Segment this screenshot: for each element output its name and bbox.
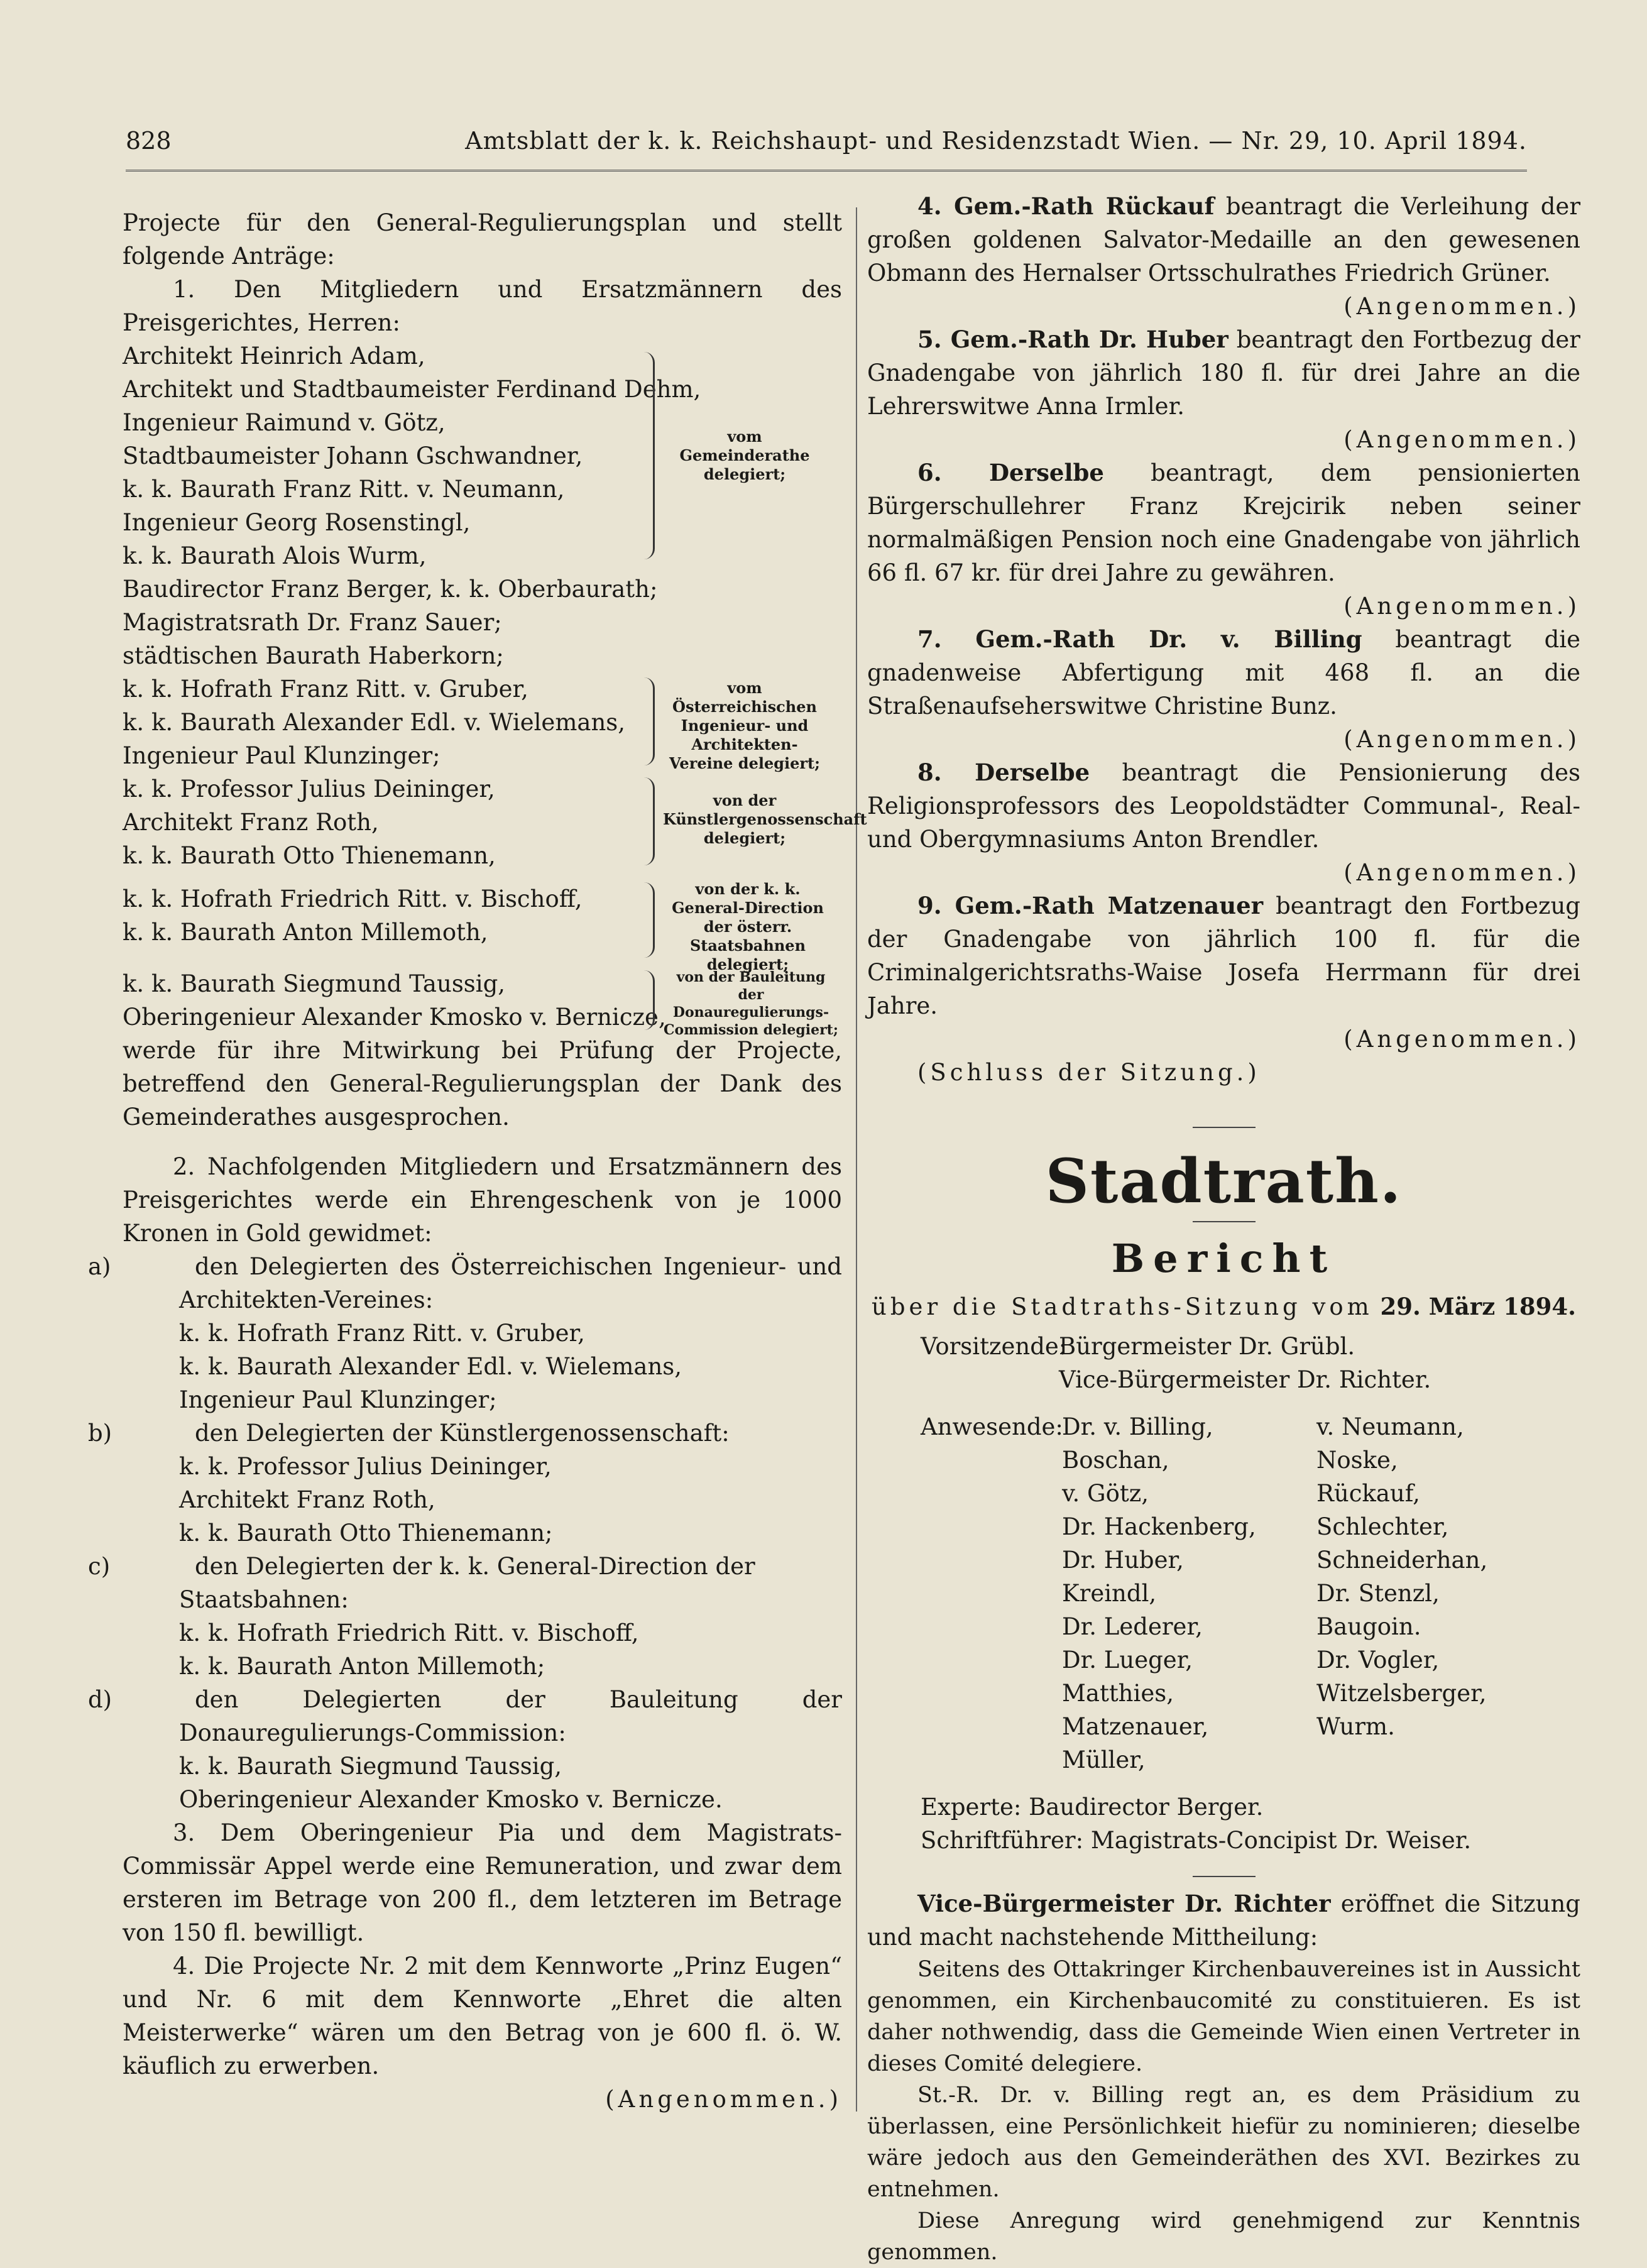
opening-statement	[867, 1887, 1580, 1954]
item-heading: den Delegierten der Künstlergenossenschaft:	[195, 1420, 730, 1447]
page-header	[126, 113, 1527, 163]
secretary-row	[867, 1824, 1580, 1857]
member: Oberingenieur Alexander Kmosko v. Bernicze.	[179, 1786, 723, 1813]
chair-row	[867, 1330, 1580, 1363]
motion-lead: 4. Gem.-Rath Rückauf	[917, 192, 1215, 220]
motion-lead: 8. Derselbe	[917, 759, 1090, 786]
present-row	[867, 1543, 1580, 1577]
group-donauregulierung	[123, 967, 842, 1038]
opening-lead: Vice-Bürgermeister Dr. Richter	[917, 1890, 1331, 1917]
group-staatsbahnen	[123, 880, 842, 973]
motion-lead: 6. Derselbe	[917, 459, 1104, 486]
group-gemeinderath	[123, 339, 842, 572]
motion-r7	[867, 623, 1580, 723]
motion-4: 4. Die Projecte Nr. 2 mit dem Kennworte „Prinz Eugen“ und Nr. 6 mit dem Kennworte „Ehret die alten Meisterwerke“ wären um den Betrag von je 600 fl. ö. W. käuflich zu erwerben.	[123, 1953, 842, 2079]
announcement-3: Diese Anregung wird genehmigend zur Kenntnis genommen.	[867, 2208, 1580, 2265]
item-heading: den Delegierten des Österreichischen Ingenieur- und Architekten-Vereines:	[179, 1253, 842, 1313]
member: Architekt und Stadtbaumeister Ferdinand Dehm,	[123, 376, 701, 403]
present-member: Dr. Vogler,	[1316, 1646, 1440, 1674]
member: k. k. Baurath Anton Millemoth;	[179, 1653, 545, 1680]
chair-name: Bürgermeister Dr. Grübl.	[1059, 1333, 1355, 1360]
present-member: Dr. Lederer,	[1062, 1613, 1203, 1640]
accepted-note: (Angenommen.)	[1343, 293, 1580, 320]
section-rule	[1193, 1221, 1256, 1222]
member: k. k. Baurath Anton Millemoth,	[123, 919, 488, 946]
item-a	[88, 1250, 842, 1317]
section-rule	[1193, 1127, 1256, 1128]
member: Magistratsrath Dr. Franz Sauer;	[123, 609, 502, 636]
present-member: Dr. Huber,	[1062, 1547, 1184, 1574]
present-member: Dr. Lueger,	[1062, 1646, 1193, 1674]
present-member: v. Götz,	[1062, 1480, 1149, 1507]
member: k. k. Hofrath Franz Ritt. v. Gruber,	[179, 1320, 585, 1347]
delegation-note: von der Künstlergenossenschaft delegiert;	[663, 791, 867, 847]
present-member: Kreindl,	[1062, 1580, 1157, 1607]
left-column	[88, 206, 867, 2116]
present-row	[867, 1743, 1580, 1777]
present-row	[867, 1410, 1580, 1444]
section-rule	[1193, 1876, 1256, 1877]
brace	[644, 777, 655, 865]
report-title: Bericht	[1111, 1235, 1337, 1281]
opening-text: eröffnet die Sitzung und macht nachstehende Mittheilung:	[867, 1890, 1580, 1951]
group-ingenieur-verein	[123, 672, 842, 772]
expert-text: Experte: Baudirector Berger.	[921, 1794, 1264, 1821]
accepted-row	[867, 723, 1580, 756]
member: Oberingenieur Alexander Kmosko v. Bernicze,	[123, 1004, 666, 1031]
member: k. k. Baurath Alois Wurm,	[123, 542, 427, 569]
present-row	[867, 1710, 1580, 1743]
motion-r6	[867, 456, 1580, 589]
accepted-note: (Angenommen.)	[1343, 859, 1580, 886]
present-row	[867, 1577, 1580, 1610]
member: Baudirector Franz Berger, k. k. Oberbaurath;	[123, 576, 658, 603]
present-member: Dr. Hackenberg,	[1062, 1513, 1256, 1540]
accepted-row	[867, 1022, 1580, 1056]
accepted-row	[867, 856, 1580, 889]
motion-text: beantragt, dem pensionierten Bürgerschullehrer Franz Krejcirik neben seiner normalmäßigen Pension noch eine Gnadengabe von jährlich 66 fl. 67 kr. für drei Jahre zu gewähren.	[867, 459, 1580, 586]
delegation-note: von der k. k. General-Direction der österr. Staatsbahnen delegiert;	[672, 880, 824, 973]
chair-row	[867, 1363, 1580, 1396]
accepted-note: (Angenommen.)	[1343, 726, 1580, 753]
member: k. k. Hofrath Franz Ritt. v. Gruber,	[123, 676, 528, 703]
present-member: Schneiderhan,	[1316, 1547, 1488, 1574]
brace	[644, 970, 655, 1030]
accepted-note: (Angenommen.)	[1343, 426, 1580, 453]
motion-text: beantragt den Fortbezug der Gnadengabe von jährlich 100 fl. für die Criminalgerichtsraths-Waise Josefa Herrmann für drei Jahre.	[867, 892, 1580, 1019]
motion-text: beantragt die gnadenweise Abfertigung mit 468 fl. an die Straßenaufseherswitwe Christine Bunz.	[867, 626, 1580, 720]
present-member: Wurm.	[1316, 1713, 1395, 1740]
motion-r4	[867, 190, 1580, 290]
motion-lead: 7. Gem.-Rath Dr. v. Billing	[917, 625, 1362, 653]
item-b	[88, 1416, 842, 1450]
present-member: Dr. v. Billing,	[1062, 1413, 1213, 1440]
accepted-note: (Angenommen.)	[605, 2086, 842, 2113]
motion-text: beantragt die Pensionierung des Religionsprofessors des Leopoldstädter Communal-, Real- und Obergymnasiums Anton Brendler.	[867, 759, 1580, 853]
expert-row	[867, 1790, 1580, 1824]
chair-label: Vorsitzende:	[921, 1333, 1067, 1360]
member: k. k. Baurath Siegmund Taussig,	[179, 1753, 562, 1780]
member: k. k. Baurath Alexander Edl. v. Wielemans,	[123, 709, 626, 736]
gazette-title: Amtsblatt der k. k. Reichshaupt- und Residenzstadt Wien. — Nr. 29, 10. April 1894.	[465, 127, 1527, 155]
member: Architekt Franz Roth,	[123, 809, 379, 836]
present-member: Witzelsberger,	[1316, 1680, 1487, 1707]
chair-name: Vice-Bürgermeister Dr. Richter.	[1059, 1366, 1431, 1393]
member: k. k. Baurath Alexander Edl. v. Wielemans,	[179, 1353, 682, 1380]
item-heading: den Delegierten der k. k. General-Direction der Staatsbahnen:	[179, 1553, 755, 1613]
column-divider	[856, 207, 857, 2112]
delegation-note: vom Gemeinderathe delegiert;	[679, 427, 810, 483]
section-title: Stadtrath.	[1045, 1146, 1403, 1217]
item-label: c)	[88, 1553, 111, 1580]
present-row	[867, 1677, 1580, 1710]
page-number: 828	[126, 127, 172, 155]
delegation-note: vom Österreichischen Ingenieur- und Architekten-Vereine delegiert;	[669, 679, 820, 772]
brace	[644, 882, 655, 958]
delegation-note: von der Bauleitung der Donauregulierungs-Commission delegiert;	[664, 969, 838, 1038]
present-member: Rückauf,	[1316, 1480, 1420, 1507]
present-member: Matzenauer,	[1062, 1713, 1209, 1740]
present-row	[867, 1510, 1580, 1543]
member: Architekt Franz Roth,	[179, 1486, 435, 1513]
header-rule	[126, 170, 1527, 178]
member: Architekt Heinrich Adam,	[123, 342, 425, 370]
item-c	[88, 1550, 842, 1616]
report-subtitle-text: über die Stadtraths-Sitzung vom	[872, 1293, 1373, 1320]
motion-r5	[867, 323, 1580, 423]
accepted-row	[867, 589, 1580, 623]
present-row	[867, 1444, 1580, 1477]
motion-lead: 9. Gem.-Rath Matzenauer	[917, 892, 1264, 919]
brace	[644, 677, 655, 765]
member: k. k. Baurath Franz Ritt. v. Neumann,	[123, 476, 565, 503]
accepted-note: (Angenommen.)	[1343, 593, 1580, 620]
present-row	[867, 1643, 1580, 1677]
announcement-1: Seitens des Ottakringer Kirchenbauvereines ist in Aussicht genommen, ein Kirchenbaucomité zu constituieren. Es ist daher nothwendig, dass die Gemeinde Wien einen Vertreter in dieses Comité delegiere.	[867, 1957, 1580, 2076]
motion-1-end: werde für ihre Mitwirkung bei Prüfung der Projecte, betreffend den General-Regulierungsplan der Dank des Gemeinderathes ausgesprochen.	[123, 1037, 842, 1131]
announcement-2: St.-R. Dr. v. Billing regt an, es dem Präsidium zu überlassen, eine Persönlichkeit hiefür zu nominieren; dieselbe wäre jedoch aus den Gemeinderäthen des XVI. Bezirkes zu entnehmen.	[867, 2083, 1580, 2202]
item-d	[88, 1683, 842, 1750]
report-subtitle	[867, 1290, 1580, 1323]
member: k. k. Professor Julius Deininger,	[179, 1453, 552, 1480]
member: Ingenieur Paul Klunzinger;	[179, 1386, 497, 1413]
member: k. k. Baurath Otto Thienemann;	[179, 1520, 553, 1547]
item-label: a)	[88, 1253, 111, 1280]
right-column	[867, 190, 1580, 2268]
report-date: 29. März 1894.	[1380, 1293, 1576, 1320]
member: Ingenieur Georg Rosenstingl,	[123, 509, 471, 536]
present-member: Boschan,	[1062, 1447, 1169, 1474]
member: Ingenieur Paul Klunzinger;	[123, 742, 440, 769]
present-member: Noske,	[1316, 1447, 1398, 1474]
motion-r8	[867, 756, 1580, 856]
group-kuenstlergenossenschaft	[123, 772, 867, 882]
accepted-row	[867, 290, 1580, 323]
motion-text: beantragt den Fortbezug der Gnadengabe von jährlich 180 fl. für drei Jahre an die Lehrerswitwe Anna Irmler.	[867, 326, 1580, 420]
member: k. k. Professor Julius Deininger,	[123, 775, 495, 803]
motion-2: 2. Nachfolgenden Mitgliedern und Ersatzmännern des Preisgerichtes werde ein Ehrengeschenk von je 1000 Kronen in Gold gewidmet:	[123, 1153, 842, 1247]
member: k. k. Hofrath Friedrich Ritt. v. Bischoff,	[179, 1619, 639, 1646]
member: k. k. Hofrath Friedrich Ritt. v. Bischoff,	[123, 885, 583, 912]
intro-text: Projecte für den General-Regulierungsplan und stellt folgende Anträge:	[123, 209, 842, 270]
motion-lead: 5. Gem.-Rath Dr. Huber	[917, 326, 1228, 353]
accepted-row	[123, 2083, 842, 2116]
motion-r9	[867, 889, 1580, 1022]
member: k. k. Baurath Siegmund Taussig,	[123, 970, 506, 997]
present-label: Anwesende:	[921, 1413, 1063, 1440]
member: Stadtbaumeister Johann Gschwandner,	[123, 442, 583, 469]
motion-1: 1. Den Mitgliedern und Ersatzmännern des Preisgerichtes, Herren:	[123, 276, 842, 336]
session-closing: (Schluss der Sitzung.)	[917, 1059, 1261, 1086]
brace	[644, 352, 655, 559]
present-row	[867, 1477, 1580, 1510]
secretary-text: Schriftführer: Magistrats-Concipist Dr. Weiser.	[921, 1827, 1472, 1854]
present-member: Baugoin.	[1316, 1613, 1421, 1640]
item-heading: den Delegierten der Bauleitung der Donauregulierungs-Commission:	[179, 1686, 842, 1746]
present-member: Matthies,	[1062, 1680, 1174, 1707]
present-member: Schlechter,	[1316, 1513, 1449, 1540]
motion-3: 3. Dem Oberingenieur Pia und dem Magistrats-Commissär Appel werde eine Remuneration, und zwar dem ersteren im Betrage von 200 fl., dem letzteren im Betrage von 150 fl. bewilligt.	[123, 1819, 842, 1946]
accepted-note: (Angenommen.)	[1343, 1026, 1580, 1053]
present-member: Müller,	[1062, 1746, 1146, 1773]
present-member: Dr. Stenzl,	[1316, 1580, 1440, 1607]
motion-text: beantragt die Verleihung der großen goldenen Salvator-Medaille an den gewesenen Obmann des Hernalser Ortsschulrathes Friedrich Grüner.	[867, 193, 1581, 287]
member: Ingenieur Raimund v. Götz,	[123, 409, 446, 436]
member: städtischen Baurath Haberkorn;	[123, 642, 504, 669]
present-row	[867, 1610, 1580, 1643]
accepted-row	[867, 423, 1580, 456]
item-label: d)	[88, 1686, 112, 1713]
item-label: b)	[88, 1420, 112, 1447]
present-member: v. Neumann,	[1316, 1413, 1464, 1440]
member: k. k. Baurath Otto Thienemann,	[123, 842, 496, 869]
